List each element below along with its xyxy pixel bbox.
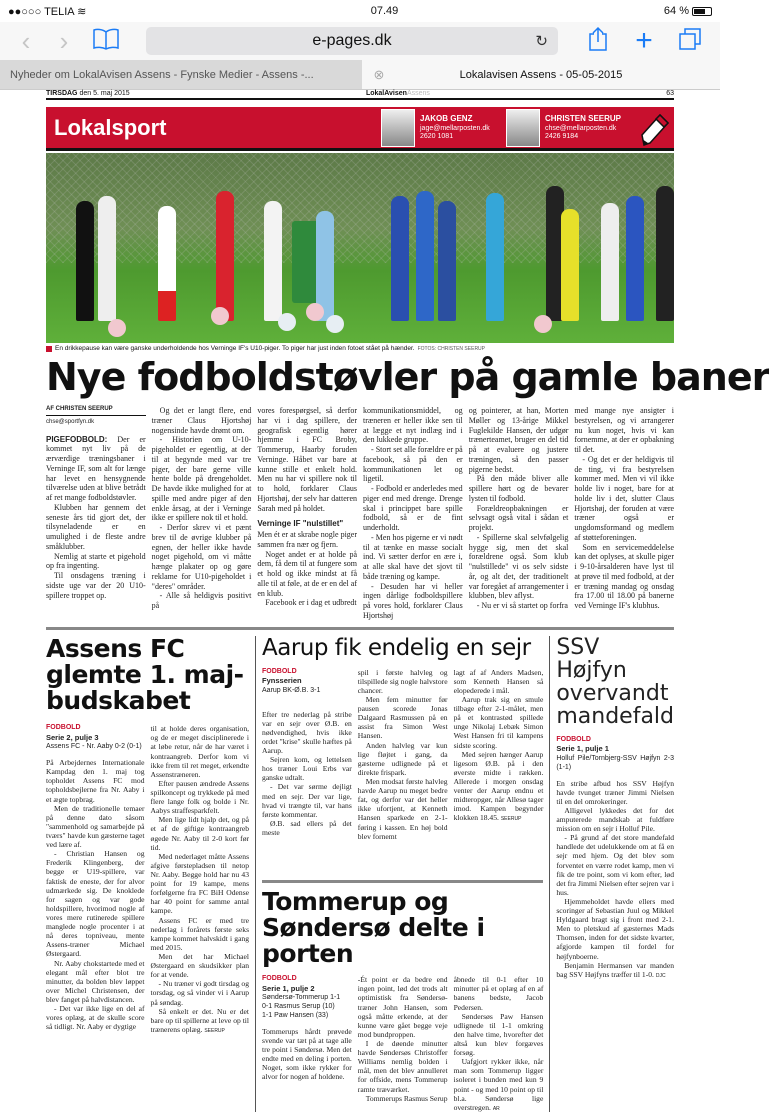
section-tag: FODBOLD <box>262 975 297 983</box>
article-col-2: Og det er langt flere, end træner Claus Hjortshøj nogensinde havde drømt om. - Historien om U-10-pigeholdet er egentlig, at der til at begynde med var tre piger, der bare gerne ville hente bolde på drengeholdet. De havde ikke mulighed for at spille med andre piger af den enkle årsag, at der i Verninge ikke er spillere nok til et hold. - Derfor skrev vi et pænt brev til de øvrige klubber på egnen, der heller ikke havde noget pigehold, om vi måtte hænge plakater op og gøre reklame for U10-pigeholdet i "deres" områder. - Alle så heldigvis positivt på <box>151 406 252 610</box>
share-icon <box>587 26 609 52</box>
share-button[interactable] <box>578 26 618 57</box>
assens-article: Assens FC glemte 1. maj-budskabet FODBOLD Serie 2, pulje 3 Assens FC - Nr. Aaby 0-2 (0-1) På Arbejdernes Internationale Kampdag den 1. maj tog topholdet Assens FC mod topholdsbejlerne fra Nr. Aaby i et ægte topbrag. Men de traditionelle temaer på denne dato såsom "sammenhold og samarbejde på tværs" havde kun gæsterne taget ved lære af. - Christian Hansen og Frederik Klingenberg, der begge er U19-spillere, var faktisk de eneste, der for alvor udmærkede sig. De knoklede for sagen og var gode holdspillere, hvorimod nogle af vores mere rutinerede spillere manglede nogle procenter i at nå deres topniveau, mente Assens-træner Michael Østergaard. Nr. Aaby chokstartede med et elegant mål efter blot tre minutter, da bolden blev løppet over Michel Christensen, der blev fanget på halvdistancen. - Det var ikke lige en del af vores oplæg, at de skulle score så tidligt. Nr. Aaby er dygtige til at holde deres organisation, og de er meget disciplinerede i at løbe retur, når de har været i kontraangreb. Derfor kom vi ikke frem til ret meget, erkendte Assenstræneren. Efter pausen ændrede Assens spilkoncept og trykkede på med flere lange folk og bolde i Nr. Aabys straffesparkfelt. Men lige lidt hjalp det, og på et af de giftige kontraangreb øgede Nr. Aaby til 2-0 kort før tid. Med nederlaget måtte Assens afgive førstepladsen til netop Nr. Aaby. Begge hold har nu 43 point for 19 kampe, mens forfølgerne fra FC BiH Odense har 40 point for samme antal kampe. Assens FC er med tre nederlag i forårets første seks kampe kommet halvskidt i gang med 2015. Men det har Michael Østergaard en skudsikker plan for at vende. - Nu træner vi godt tirsdag og torsdag, og så vinder vi i Aarup på søndag. Så enkelt er det. Nu er det bare op til spillerne at leve op til trænerens oplæg. SEERUP <box>46 633 250 1034</box>
browser-toolbar <box>0 22 720 60</box>
masthead: LokalAvisenAssens <box>365 90 430 97</box>
lower-section <box>46 633 675 1112</box>
battery: 64 % <box>664 5 712 17</box>
reload-icon[interactable]: ↻ <box>535 33 548 50</box>
aarup-article: Aarup fik endelig en sejr FODBOLD Fynsserien Aarup BK-Ø.B. 3-1 Efter tre nederlag på stribe var en sejr over Ø.B. en nødvendighed, hvis ikke ordet "krise" skulle hæftes på Aarup. Sejren kom, og lettelsen hos træner Loui Erbs var ganske udtalt. - Det var sørme dejligt med en sejr. Der var lige, hvad vi trængte til, var hans første kommentar. Ø.B. sad ellers på det meste spil i første halvleg og tilspillede sig nogle halvstore chancer. Men fem minutter før pausen scorede Jonas Dalgaard Rasmussen på en assist fra Simon West Hansen. Anden halvleg var kun lige fløjtet i gang, da gæsterne udlignede på et direkte frispark. Men modsat første halvleg havde Aarup nu meget bedre fat, og derfor var det heller ikke ufortjent, at Kenneth Hansen sparkede en 2-1-føring i kassen. En høj bold blev fornemt lagt af af Anders Madsen, som Kenneth Hansen så elopederede i mål. Aarup trak sig en smule tilbage efter 2-1-målet, men på et kontrastød spillede unge Nikolaj Lebæk Simon West Hansen fri til kampens sidste scoring. Med sejren hænger Aarup ligesom Ø.B. på i den øverste midte i rækken. Allerede i morgen onsdag venter der Aarup endnu et midteropgør, når Allesø tager imod. Kampen begynder klokken 18.45. SEERUP <box>262 634 544 841</box>
reporter-1: JAKOB GENZ jage@mellarposten.dk 2620 1081 <box>381 109 490 147</box>
section-tag: FODBOLD <box>262 667 297 675</box>
article-col-4: kommunikationsmiddel, og træneren er heller ikke sen til at lægge et nyt indlæg ind i den lukkede gruppe. - Stort set alle forældre er på facebook, så på den er kommunikationen let og ligetil. - Fodbold er anderledes med piger end med drenge. Drenge skal i princippet bare spille fodbold, så er de fint underholdt. - Men hos pigerne er vi nødt til at tænke en masse socialt ind. Vi sætter derfor en ære i, at alle skal have det sjovt til både træning og kampe. - Desuden har vi heller ingen dårlige fodboldspillere på vores hold, forklarer Claus Hjortshøj <box>363 406 463 620</box>
section-tag: FODBOLD <box>556 735 591 743</box>
main-headline: Nye fodboldstøvler på gamle baner <box>46 355 769 399</box>
tommerup-article: Tommerup og Søndersø delte i porten FODBOLD Serie 1, pulje 2 Søndersø-Tommerup 1-1 0-1 Rasmus Serup (10) 1-1 Paw Hansen (33) Tommerups hårdt prøvede svende var tæt på at tage alle tre point i Søndersø. Men det endte med en deling i porten. Noget, som ikke rykker for alvor for nogen af holdene. -Ét point er da bedre end ingen point, lød det trods alt optimistisk fra Søndersø-træner John Hansen, som også måtte erkende, at der kunne være gået begge veje mod bundproppen. I de døende minutter havde Søndersøs Christoffer Williams nemlig bolden i mål, men det blev annulleret for offside, mens Tommerup ramte træværket. Tommerups Rasmus Serup åbnede til 0-1 efter 10 minutter på et oplæg af en af banens bedste, Jacob Pedersen. Søndersøs Paw Hansen udlignede til 1-1 omkring den halve time, hvorefter det altså kun blev forgæves forsøg. Uafgjort rykker ikke, når man som Tommerup ligger isoleret i bunden med kun 9 point - og med 10 point op til bl.a. Søndersø lige overstregen. AR <box>262 886 544 1112</box>
page-header <box>46 90 674 100</box>
ssv-article: SSV Højfyn overvandt mandefald FODBOLD Serie 1, pulje 1 Holluf Pile/Tornbjerg-SSV Højfyn 2-3 (1-1) En stribe afbud hos SSV Højfyn havde tvunget træner Jimmi Nielsen til en del omrokeringer. Alligevel lykkedes det for det amputerede mandskab at fuldføre mission om en sejr i Holluf Pile. - På grund af det store mandefald handlede det udelukkende om at få en sejr med hjem. Og det blev som forventet en værre rodet kamp, men vi fik de tre point, som vi kom efter, lød det fra Jimmi Nielsen efter sejren var i hus. Hjemmeholdet havde ellers med scoringer af Sebastian Juul og Mikkel Hyldgaard bragt sig i front med 2-1. Men to pletskud af gæsternes Mads Thomsen, inden for det sidste kvarter, afgjorde kampen til fordel for højfynboerne. Benjamin Hermansen var manden bag SSV Højfyns træffer til 1-0. DJC <box>556 634 675 979</box>
date: den 5. maj 2015 <box>79 90 130 97</box>
photo-caption: En drikkepause kan være ganske underholdende hos Verninge IF's U10-piger. To piger har just inden fotoet stået på hænder. FOTOS: CHRISTEN SEERUP <box>46 345 674 352</box>
team-photo <box>46 153 674 343</box>
author-email: chse@sportfyn.dk <box>46 419 95 426</box>
middle-column <box>255 636 550 1112</box>
close-tab-icon[interactable]: ⊗ <box>373 66 385 82</box>
article-col-6: med mange nye ansigter i bestyrelsen, og vi arrangerer nu kun noget, hvis vi kan fornemme, at der er opbakning til det. - Og det er der heldigvis til de ting, vi fra bestyrelsen kommer med. Men vi vil ikke holde liv i noget, bare for at holde liv i det, slutter Claus Hjortshøj, der foruden at være træner også er ungdomsformand og medlem af støtteforeningen. Som en servicemeddelelse kan det oplyses, at skulle piger i 9-10-årsalderen have lyst til at prøve til med fodbold, at der er træning mandag og onsdag fra 17.00 til 18.00 på banerne ved Verninge IF's klubhus. <box>574 406 675 610</box>
tab-bar <box>0 60 720 90</box>
tab-lokalavisen[interactable] <box>362 60 720 89</box>
article-col-1: AF CHRISTEN SEERUP chse@sportfyn.dk PIGEFODBOLD: Der er kommet nyt liv på de ærværdige træningsbaner i Verninge IF, som alt for længe har levet en hensygnende tilværelse uden at blive betrådt af ret mange fodboldstøvler. Klubben har gennem det seneste års tid gjort det, der tilsyneladende er en umulighed i de fleste andre småklubber. Nemlig at starte et pigehold op fra ingenting. Til onsdagens træning i sidste uge var der 20 U10-spillere troppet op. <box>46 406 146 600</box>
status-bar <box>0 0 720 22</box>
newspaper-page <box>46 90 769 1112</box>
address-bar[interactable] <box>146 27 558 55</box>
kicker: PIGEFODBOLD: <box>46 434 108 444</box>
tabs-button[interactable] <box>670 27 710 56</box>
main-article <box>46 406 674 621</box>
tab-nyheder[interactable]: Nyheder om LokalAvisen Assens - Fynske Medier - Assens -... <box>0 60 362 89</box>
tommerup-headline: Tommerup og Søndersø delte i porten <box>262 886 485 968</box>
day: TIRSDAG <box>46 90 78 97</box>
ssv-headline: SSV Højfyn overvandt mandefald <box>556 634 675 729</box>
reporter-photo <box>506 109 540 147</box>
page-number: 63 <box>666 90 674 97</box>
reporter-2: CHRISTEN SEERUP chse@mellarposten.dk 2426 9184 <box>506 109 621 147</box>
book-icon <box>93 28 119 50</box>
back-button[interactable]: ‹ <box>21 26 31 56</box>
battery-icon <box>692 7 712 16</box>
tabs-icon <box>678 27 702 51</box>
forward-button[interactable]: › <box>59 26 69 56</box>
url-text: e-pages.dk <box>312 32 392 49</box>
subhead: Verninge IF "nulstillet" <box>257 519 344 529</box>
reporter-photo <box>381 109 415 147</box>
pencil-icon <box>640 111 670 147</box>
tab-title: Lokalavisen Assens - 05-05-2015 <box>459 68 623 81</box>
bookmarks-button[interactable] <box>86 28 126 55</box>
article-col-5: og pointerer, at han, Morten Møller og 13-årige Mikkel Fuglekilde Hansen, der udgør trænerteamet, bruger en del tid på at evaluere og justere træningen, så den passer pigerne bedst. På den måde bliver alle spillere hørt og de bevarer lysten til fodbold. Forældreopbakningen er selvsagt også vital i sådan et projekt. - Spillerne skal selvfølgelig hygge sig, men det skal forældrene også. Som klub "nulstillede" vi os selv sidste år, og alt det, der traditionelt var foregået af arrangementer i klubben, blev aflyst. - Nu er vi så startet op forfra <box>468 406 569 610</box>
aarup-headline: Aarup fik endelig en sejr <box>262 634 531 661</box>
wifi-icon: ≋ <box>77 5 87 18</box>
carrier: ●●○○○ TELIA ≋ <box>8 5 87 18</box>
byline: AF CHRISTEN SEERUP <box>46 406 146 416</box>
divider <box>262 880 543 883</box>
article-col-3: vores forespørgsel, så derfor har vi i dag spillere, der geografisk egentlig hører hjemme i FC Broby, Tommerup, Haarby foruden Verninge. Håbet var bare at kunne stille et enkelt hold. Men nu har vi spillere nok til to hold, forklarer Claus Hjortshøj, der selv har datteren Sarah med på holdet. Verninge IF "nulstillet" Men ét er at skrabe nogle piger sammen fra nær og fjern. Noget andet er at holde på dem, få dem til at fungere som et hold og ikke mindst at få alle til at føle, at de er en del af en klub. Facebook er i dag et udbredt <box>257 406 358 608</box>
divider <box>46 627 674 630</box>
section-title: Lokalsport <box>54 114 167 140</box>
section-banner <box>46 107 674 151</box>
clock: 07.49 <box>370 5 399 17</box>
section-tag: FODBOLD <box>46 724 81 732</box>
assens-headline: Assens FC glemte 1. maj-budskabet <box>46 633 244 715</box>
new-tab-button[interactable]: + <box>635 24 653 57</box>
